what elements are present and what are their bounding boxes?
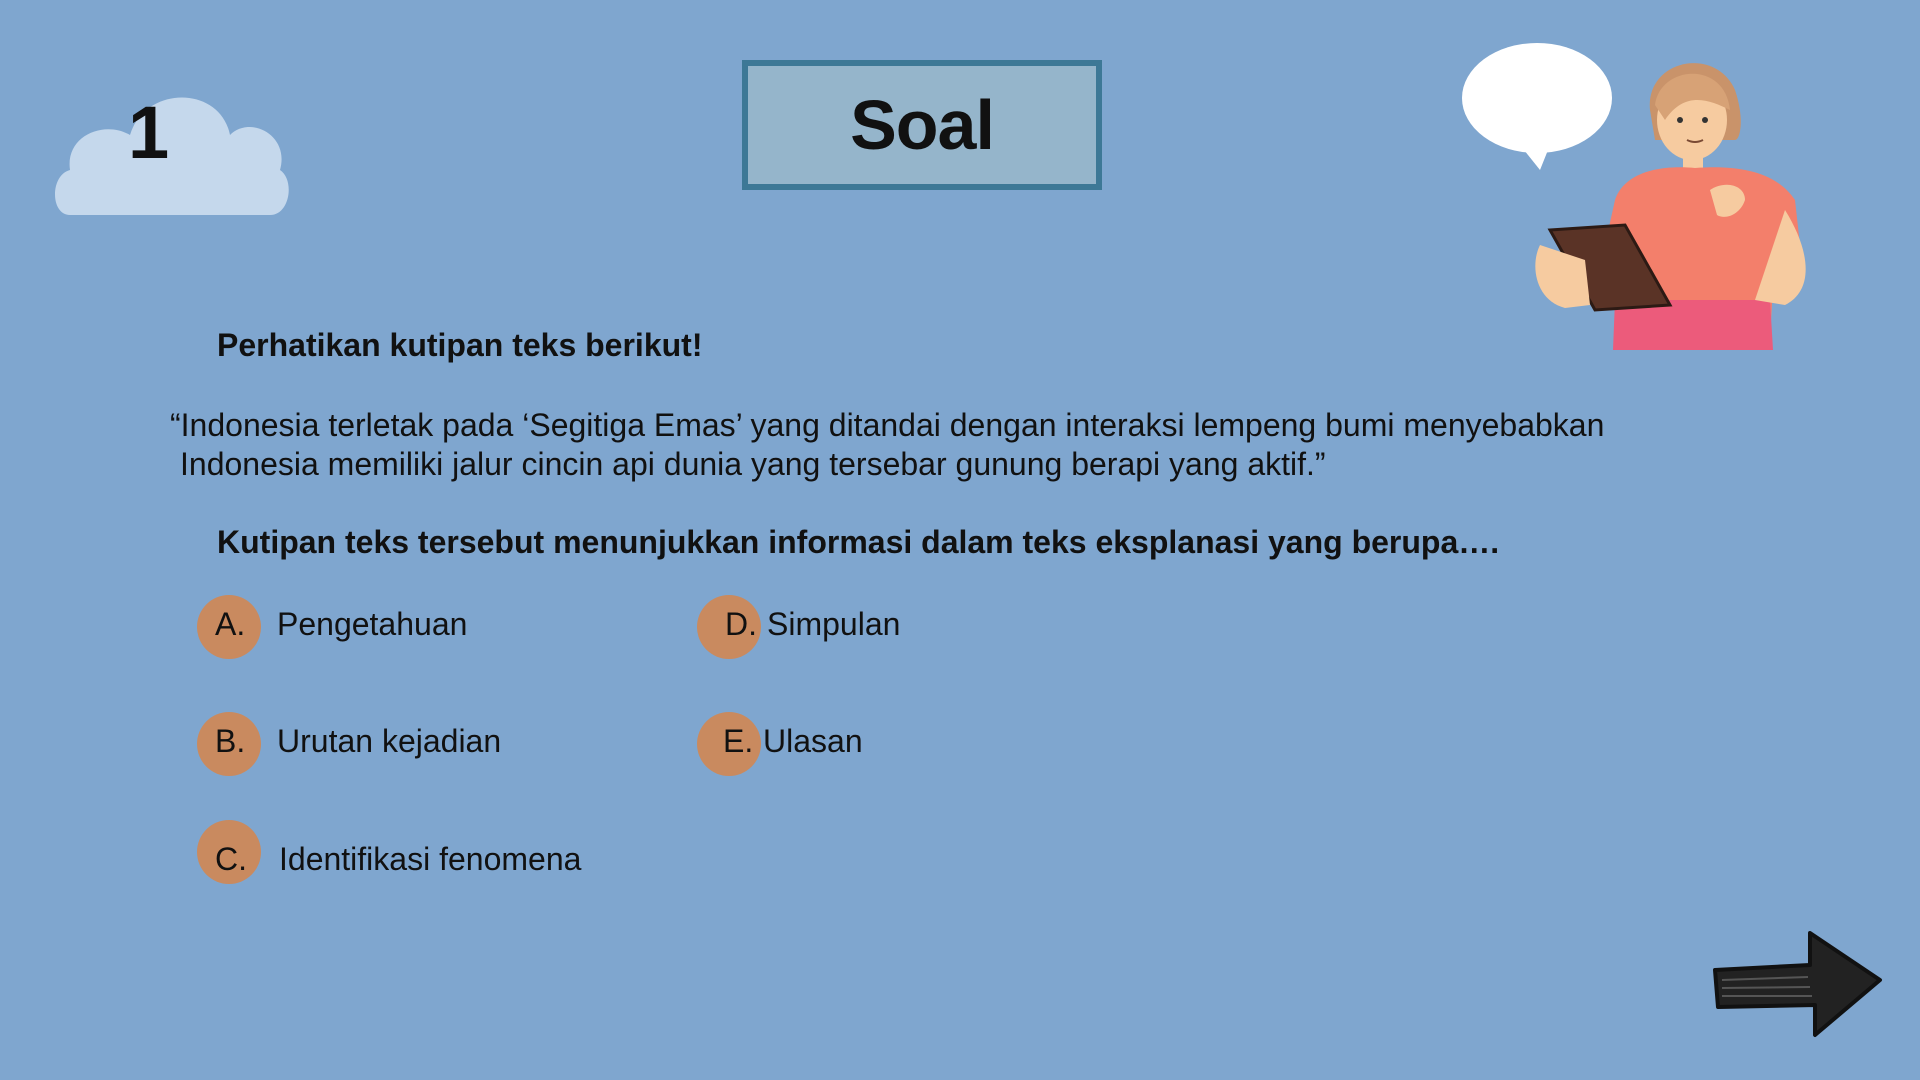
instruction-text: Perhatikan kutipan teks berikut! xyxy=(217,327,703,363)
option-letter: D. xyxy=(725,606,757,642)
option-label: Pengetahuan xyxy=(277,606,468,642)
question-number: 1 xyxy=(128,91,170,174)
option-label: Ulasan xyxy=(763,723,863,759)
title-box xyxy=(742,60,1102,190)
option-d[interactable] xyxy=(697,595,977,659)
arrow-right-icon[interactable] xyxy=(1710,925,1890,1045)
option-label: Identifikasi fenomena xyxy=(279,841,582,877)
option-letter: C. xyxy=(215,841,247,877)
option-a[interactable] xyxy=(197,595,517,659)
cloud-icon xyxy=(50,75,290,215)
option-e[interactable] xyxy=(697,712,937,776)
character-illustration xyxy=(1455,40,1835,360)
page-title: Soal xyxy=(850,86,994,164)
question-text: Kutipan teks tersebut menunjukkan informasi dalam teks eksplanasi yang berupa…. xyxy=(217,524,1500,560)
speech-bubble-icon xyxy=(1462,43,1612,170)
option-letter: B. xyxy=(215,723,246,759)
option-c[interactable] xyxy=(197,820,617,884)
option-letter: E. xyxy=(723,723,754,759)
quote-line: “Indonesia terletak pada ‘Segitiga Emas’ yang ditandai dengan interaksi lempeng bumi menyebabkan xyxy=(170,407,1605,443)
option-label: Urutan kejadian xyxy=(277,723,502,759)
option-letter: A. xyxy=(215,606,246,642)
quote-line: Indonesia memiliki jalur cincin api dunia yang tersebar gunung berapi yang aktif.” xyxy=(180,446,1326,482)
option-label: Simpulan xyxy=(767,606,901,642)
option-b[interactable] xyxy=(197,712,557,776)
